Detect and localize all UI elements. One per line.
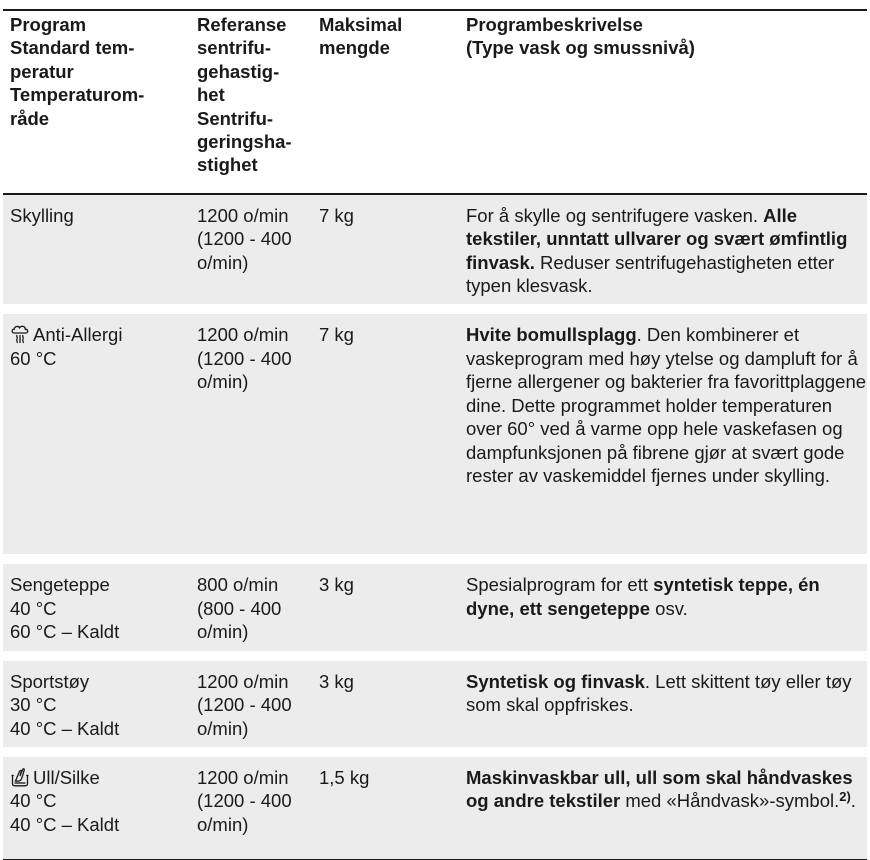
table-row <box>3 559 867 655</box>
cell-load: 7 kg <box>319 324 354 346</box>
header-program-line: råde <box>10 107 50 129</box>
table-row <box>3 309 867 559</box>
cell-description <box>466 559 867 655</box>
spin-line: (1200 - 400 <box>197 694 292 716</box>
header-spin <box>197 10 319 194</box>
desc-bold-text: Syntetisk og finvask <box>466 670 645 692</box>
cell-spin <box>197 752 319 860</box>
spin-line: o/min) <box>197 251 249 273</box>
header-program-line: Program <box>10 14 87 35</box>
program-temperature-range: 60 °C – Kaldt <box>10 621 120 643</box>
header-program <box>3 10 197 194</box>
cell-spin <box>197 559 319 655</box>
header-program-line: peratur <box>10 60 74 82</box>
desc-text: med «Håndvask»-symbol. <box>620 790 840 812</box>
cell-description <box>466 194 867 310</box>
cell-program <box>3 309 197 559</box>
program-temperature: 40 °C <box>10 597 57 619</box>
table-row <box>3 656 867 752</box>
program-temperature: 60 °C <box>10 347 57 369</box>
program-name: Skylling <box>10 204 74 226</box>
program-table <box>3 9 867 860</box>
desc-bold-text: Alle tekstiler, unntatt ullvarer og svært ømfintlig finvask. <box>466 204 848 273</box>
cell-load: 7 kg <box>319 204 354 226</box>
program-name-line <box>10 323 197 346</box>
cell-program <box>3 559 197 655</box>
spin-line: o/min) <box>197 621 249 643</box>
program-name: Sportstøy <box>10 670 90 692</box>
program-name-line <box>10 766 197 789</box>
header-program-line: Standard tem- <box>10 37 135 59</box>
desc-text: Reduser sentrifugehastigheten etter typen klesvask. <box>466 251 835 297</box>
desc-text: . Lett skittent tøy eller tøy som skal oppfriskes. <box>466 670 852 716</box>
program-name: Anti-Allergi <box>33 324 123 346</box>
cell-program <box>3 752 197 860</box>
spin-line: 1200 o/min <box>197 324 289 346</box>
footnote-marker: 2) <box>839 789 851 805</box>
header-spin-line: Referanse <box>197 14 287 35</box>
table-header-row <box>3 10 867 194</box>
header-spin-line: stighet <box>197 154 258 176</box>
header-spin-line: het <box>197 84 225 106</box>
cell-program <box>3 194 197 310</box>
cell-load: 3 kg <box>319 574 354 596</box>
spin-line: (1200 - 400 <box>197 347 292 369</box>
desc-bold-text: Hvite bomullsplagg <box>466 324 637 346</box>
program-name: Sengeteppe <box>10 574 110 596</box>
header-description-line: (Type vask og smussnivå) <box>466 37 695 59</box>
steam-allergy-icon <box>10 324 30 344</box>
spin-line: 1200 o/min <box>197 204 289 226</box>
program-name: Ull/Silke <box>33 766 100 788</box>
spin-line: 1200 o/min <box>197 670 289 692</box>
header-program-line: Temperaturom- <box>10 84 145 106</box>
cell-spin <box>197 194 319 310</box>
spin-line: 800 o/min <box>197 574 279 596</box>
program-temperature: 40 °C <box>10 790 57 812</box>
header-spin-line: geringsha- <box>197 131 292 153</box>
spin-line: o/min) <box>197 371 249 393</box>
header-spin-line: gehastig- <box>197 60 280 82</box>
program-temperature-range: 40 °C – Kaldt <box>10 813 120 835</box>
program-temperature-range: 40 °C – Kaldt <box>10 717 120 739</box>
cell-spin <box>197 656 319 752</box>
spin-line: (800 - 400 <box>197 597 282 619</box>
header-spin-line: sentrifu- <box>197 37 271 59</box>
cell-load: 3 kg <box>319 670 354 692</box>
header-description <box>466 10 867 194</box>
spin-line: (1200 - 400 <box>197 790 292 812</box>
cell-program <box>3 656 197 752</box>
program-temperature: 30 °C <box>10 694 57 716</box>
header-spin-line: Sentrifu- <box>197 107 274 129</box>
header-description-line: Programbeskrivelse <box>466 14 643 35</box>
cell-description <box>466 309 867 559</box>
spin-line: o/min) <box>197 717 249 739</box>
cell-spin <box>197 309 319 559</box>
cell-description <box>466 752 867 860</box>
header-load <box>319 10 466 194</box>
desc-text: Spesialprogram for ett <box>466 574 654 596</box>
table-row <box>3 194 867 310</box>
desc-bold-text: syntetisk teppe, én dyne, ett sengeteppe <box>466 574 820 619</box>
table-row <box>3 752 867 860</box>
spin-line: o/min) <box>197 813 249 835</box>
cell-load: 1,5 kg <box>319 766 370 788</box>
handwash-icon <box>10 767 30 787</box>
desc-text: . <box>850 790 856 812</box>
spin-line: (1200 - 400 <box>197 228 292 250</box>
desc-text: osv. <box>650 597 688 619</box>
header-load-line: mengde <box>319 37 390 59</box>
desc-bold-text: Maskinvaskbar ull, ull som skal håndvaskes og andre tekstiler <box>466 766 853 812</box>
desc-text: . Den kombinerer et vaskeprogram med høy ytelse og dampluft for å fjerne allergener og bakterier fra favorittplaggene dine. Dette programmet holder temperaturen over 60° ved å varme opp hele vaskefasen og dampfunksjonen på fibrene gjør at svært gode rester av vaskemiddel fjernes under skylling. <box>466 324 867 486</box>
desc-text: For å skylle og sentrifugere vasken. <box>466 204 764 226</box>
header-load-line: Maksimal <box>319 14 403 35</box>
cell-description <box>466 656 867 752</box>
spin-line: 1200 o/min <box>197 766 289 788</box>
